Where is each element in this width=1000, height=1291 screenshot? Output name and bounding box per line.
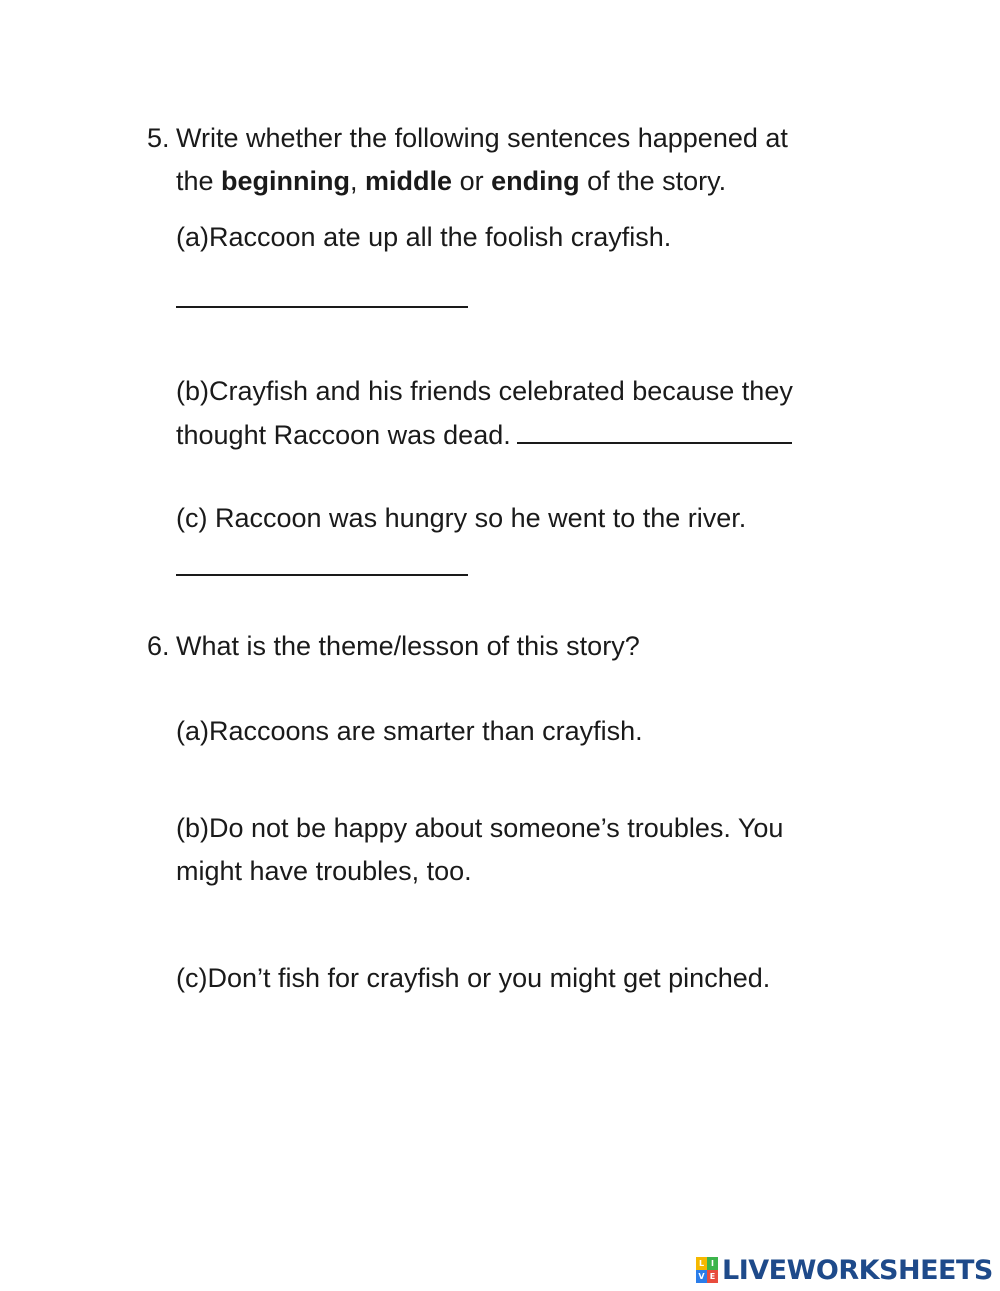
prompt-text: ,: [350, 166, 366, 196]
question-6-option-b-line-2[interactable]: might have troubles, too.: [176, 856, 472, 886]
question-5-item-a: (a)Raccoon ate up all the foolish crayfish.: [176, 222, 672, 252]
prompt-text: the: [176, 166, 222, 196]
question-6-prompt: What is the theme/lesson of this story?: [176, 631, 640, 661]
item-b-text: thought Raccoon was dead.: [176, 420, 511, 450]
question-6-option-c[interactable]: (c)Don’t fish for crayfish or you might get pinched.: [176, 963, 771, 993]
keyword-ending: ending: [491, 166, 580, 196]
answer-blank-5c[interactable]: [176, 574, 468, 576]
question-5-prompt-line-2: [176, 164, 726, 198]
prompt-text: of the story.: [579, 166, 727, 196]
answer-blank-5b[interactable]: [517, 422, 792, 444]
logo-mark-letter: E: [707, 1270, 718, 1283]
prompt-text: or: [452, 166, 492, 196]
answer-blank-5a[interactable]: [176, 306, 468, 308]
question-5-number: 5.: [147, 123, 170, 153]
question-6-option-a[interactable]: (a)Raccoons are smarter than crayfish.: [176, 716, 643, 746]
liveworksheets-logo: [696, 1253, 993, 1287]
logo-mark-icon: [696, 1257, 718, 1283]
question-5-item-c: (c) Raccoon was hungry so he went to the river.: [176, 503, 747, 533]
question-5-prompt-line-1: Write whether the following sentences happened at: [176, 123, 788, 153]
keyword-middle: middle: [365, 166, 453, 196]
logo-mark-letter: V: [696, 1270, 707, 1283]
logo-mark-letter: I: [707, 1257, 718, 1270]
logo-text: LIVEWORKSHEETS: [722, 1254, 993, 1286]
question-5-item-b-line-1: (b)Crayfish and his friends celebrated because they: [176, 376, 793, 406]
question-6-number: 6.: [147, 631, 170, 661]
keyword-beginning: beginning: [221, 166, 351, 196]
question-5-item-b-line-2: [176, 418, 792, 452]
question-6-option-b-line-1[interactable]: (b)Do not be happy about someone’s troubles. You: [176, 813, 784, 843]
logo-mark-letter: L: [696, 1257, 707, 1270]
